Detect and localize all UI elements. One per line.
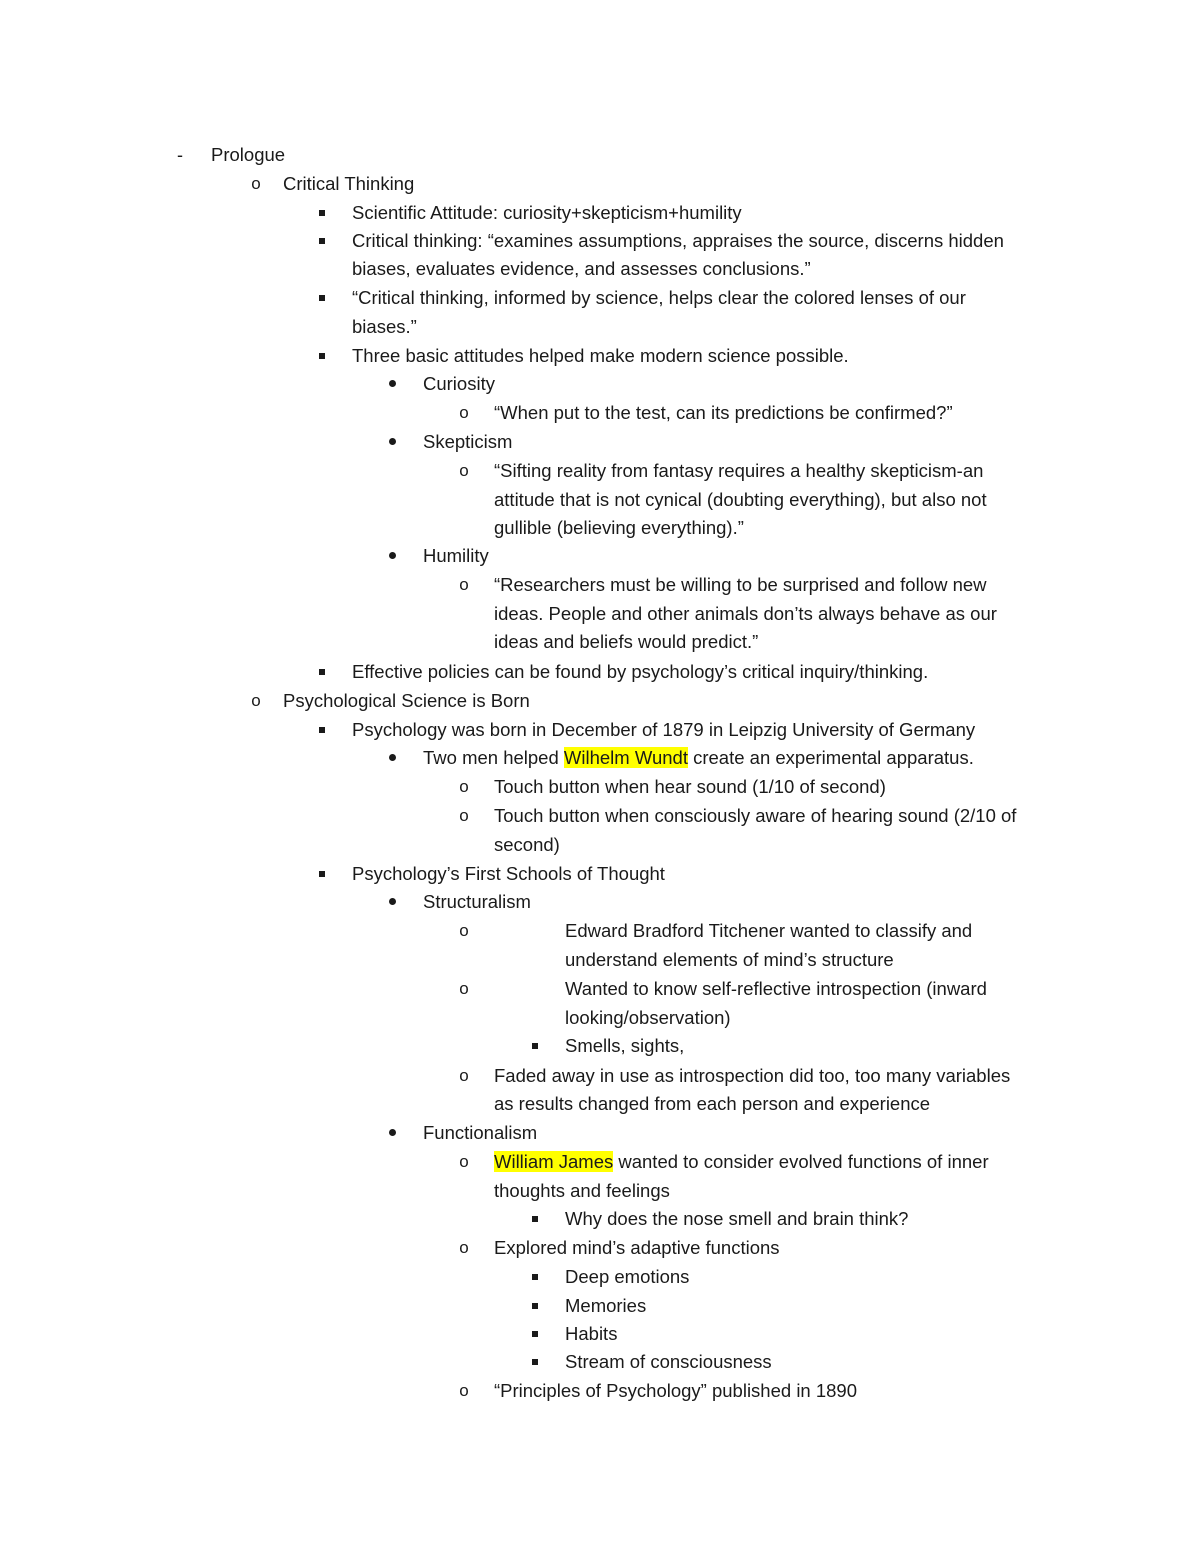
circle-bullet-icon: o: [459, 777, 469, 796]
outline-line: biases.”: [352, 316, 417, 337]
dot-bullet-icon: [384, 1118, 400, 1148]
square-bullet-icon: [527, 1262, 543, 1292]
outline-line: Functionalism: [423, 1122, 538, 1143]
outline-line: Psychology was born in December of 1879 in Leipzig University of Germany: [352, 719, 976, 740]
outline-line: Curiosity: [423, 373, 495, 394]
outline-line: ideas. People and other animals don’ts always behave as our: [494, 603, 997, 624]
outline-line: second): [494, 834, 560, 855]
outline-line: Why does the nose smell and brain think?: [565, 1208, 909, 1229]
square-bullet-icon: [314, 859, 330, 889]
circle-bullet-icon: o: [459, 461, 469, 480]
outline-line: Scientific Attitude: curiosity+skepticism+humility: [352, 202, 742, 223]
outline-line: Habits: [565, 1323, 618, 1344]
outline-line: Skepticism: [423, 431, 513, 452]
square-bullet-icon: [527, 1347, 543, 1377]
outline-line: gullible (believing everything).”: [494, 517, 744, 538]
square-bullet-icon: [527, 1031, 543, 1061]
outline-line: [423, 743, 974, 773]
outline-line: “Principles of Psychology” published in 1890: [494, 1380, 858, 1401]
circle-bullet-icon: o: [251, 691, 261, 710]
outline-line: “Researchers must be willing to be surprised and follow new: [494, 574, 987, 595]
outline-line: Smells, sights,: [565, 1035, 685, 1056]
outline-line: Critical thinking: “examines assumptions, appraises the source, discerns hidden: [352, 230, 1004, 251]
outline-line: Wanted to know self-reflective introspection (inward: [565, 978, 987, 999]
dot-bullet-icon: [384, 541, 400, 571]
outline-line: biases, evaluates evidence, and assesses conclusions.”: [352, 258, 811, 279]
circle-bullet-icon: o: [459, 1066, 469, 1085]
outline-line: understand elements of mind’s structure: [565, 949, 894, 970]
outline-line: thoughts and feelings: [494, 1180, 670, 1201]
outline-line: Three basic attitudes helped make modern science possible.: [352, 345, 849, 366]
circle-bullet-icon: o: [459, 403, 469, 422]
line-text-post: wanted to consider evolved functions of inner: [613, 1151, 989, 1172]
outline-line: Faded away in use as introspection did too, too many variables: [494, 1065, 1011, 1086]
outline-line: Psychology’s First Schools of Thought: [352, 863, 665, 884]
outline-line: Critical Thinking: [283, 173, 415, 194]
outline-line: Structuralism: [423, 891, 531, 912]
circle-bullet-icon: o: [459, 806, 469, 825]
dot-bullet-icon: [384, 369, 400, 399]
highlighted-name: William James: [494, 1151, 614, 1172]
line-text-pre: Two men helped: [423, 747, 564, 768]
square-bullet-icon: [314, 341, 330, 371]
dot-bullet-icon: [384, 887, 400, 917]
outline-line: looking/observation): [565, 1007, 731, 1028]
circle-bullet-icon: o: [459, 1381, 469, 1400]
square-bullet-icon: [314, 715, 330, 745]
square-bullet-icon: [314, 657, 330, 687]
square-bullet-icon: [527, 1204, 543, 1234]
outline-line: ideas and beliefs would predict.”: [494, 631, 759, 652]
outline-line: Explored mind’s adaptive functions: [494, 1237, 780, 1258]
highlighted-name: Wilhelm Wundt: [563, 747, 688, 768]
square-bullet-icon: [314, 198, 330, 228]
line-text-post: create an experimental apparatus.: [687, 747, 974, 768]
outline-line: Edward Bradford Titchener wanted to classify and: [565, 920, 973, 941]
outline-line: Touch button when hear sound (1/10 of second): [494, 776, 886, 797]
outline-line: Stream of consciousness: [565, 1351, 772, 1372]
circle-bullet-icon: o: [459, 1152, 469, 1171]
outline-line: Prologue: [211, 144, 286, 165]
outline-line: “Critical thinking, informed by science, helps clear the colored lenses of our: [352, 287, 966, 308]
dot-bullet-icon: [384, 743, 400, 773]
circle-bullet-icon: o: [459, 1238, 469, 1257]
outline-line: Humility: [423, 545, 489, 566]
circle-bullet-icon: o: [459, 921, 469, 940]
circle-bullet-icon: o: [459, 575, 469, 594]
circle-bullet-icon: o: [251, 174, 261, 193]
dot-bullet-icon: [384, 427, 400, 457]
dash-bullet-icon: -: [177, 145, 183, 165]
outline-line: Memories: [565, 1295, 647, 1316]
square-bullet-icon: [314, 283, 330, 313]
outline-line: Deep emotions: [565, 1266, 690, 1287]
square-bullet-icon: [527, 1319, 543, 1349]
square-bullet-icon: [527, 1291, 543, 1321]
outline-line: [494, 1147, 989, 1177]
outline-line: Effective policies can be found by psychology’s critical inquiry/thinking.: [352, 661, 929, 682]
outline-line: “Sifting reality from fantasy requires a healthy skepticism-an: [494, 460, 984, 481]
outline-line: “When put to the test, can its predictions be confirmed?”: [494, 402, 953, 423]
outline-line: attitude that is not cynical (doubting everything), but also not: [494, 489, 987, 510]
square-bullet-icon: [314, 226, 330, 256]
outline-line: Touch button when consciously aware of hearing sound (2/10 of: [494, 805, 1017, 826]
outline-line: as results changed from each person and experience: [494, 1093, 931, 1114]
outline-line: Psychological Science is Born: [283, 690, 530, 711]
circle-bullet-icon: o: [459, 979, 469, 998]
